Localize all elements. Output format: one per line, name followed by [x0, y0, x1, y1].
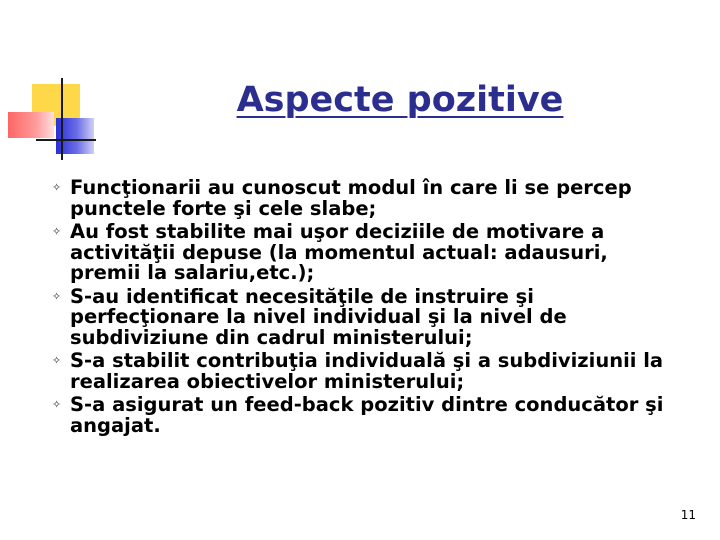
- page-number: 11: [680, 508, 696, 522]
- vertical-line: [61, 78, 63, 160]
- diamond-star-icon: ✧: [52, 225, 62, 238]
- list-item: [52, 222, 672, 284]
- slide-title: Aspecte pozitive: [236, 80, 564, 120]
- diamond-star-icon: ✧: [52, 354, 62, 367]
- diamond-star-icon: ✧: [52, 181, 62, 194]
- horizontal-line: [36, 139, 96, 141]
- list-item: [52, 395, 672, 436]
- diamond-star-icon: ✧: [52, 289, 62, 303]
- list-item: [52, 284, 672, 349]
- bullet-text: Au fost stabilite mai uşor deciziile de motivare a activităţii depuse (la momentul actual: adausuri, premii la salariu,etc.);: [70, 220, 608, 284]
- red-square: [8, 112, 54, 138]
- diamond-star-icon: ✧: [52, 398, 62, 411]
- bullet-text: Funcţionarii au cunoscut modul în care li se percep punctele forte şi cele slabe;: [70, 176, 632, 220]
- list-item: [52, 351, 672, 392]
- decorative-logo: [0, 0, 110, 170]
- bullet-list: [52, 178, 672, 439]
- list-item: [52, 178, 672, 219]
- bullet-text: S-au identificat necesităţile de instruire şi perfecţionare la nivel individual şi la nivel de subdiviziune din cadrul ministerului;: [70, 284, 567, 349]
- bullet-text: S-a stabilit contribuţia individuală şi a subdiviziunii la realizarea obiectivelor ministerului;: [70, 349, 664, 393]
- bullet-text: S-a asigurat un feed-back pozitiv dintre conducător şi angajat.: [70, 393, 664, 437]
